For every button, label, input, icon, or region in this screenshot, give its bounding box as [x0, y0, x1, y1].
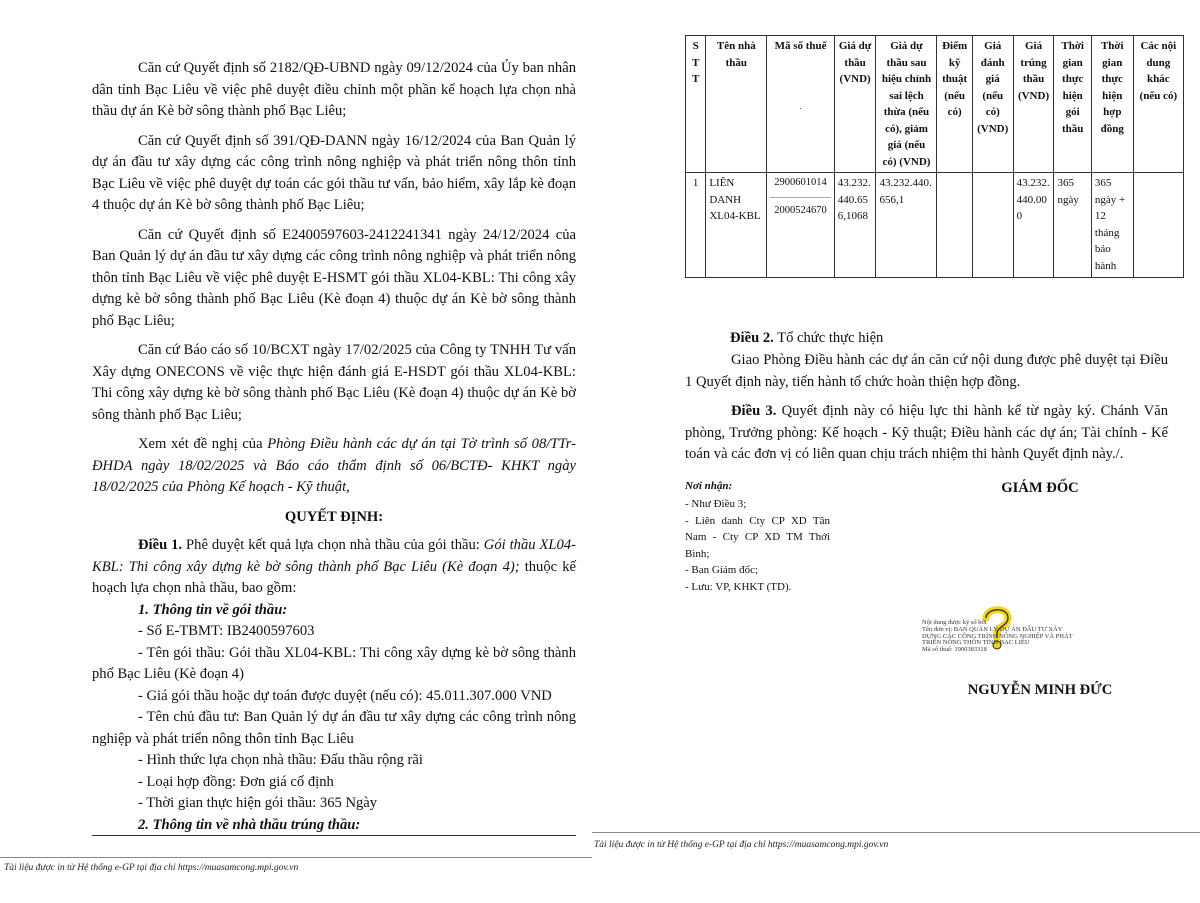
decision-heading: QUYẾT ĐỊNH:: [284, 508, 384, 525]
winning-bidder-table: [685, 35, 1184, 278]
article-2-title: Tổ chức thực hiện: [773, 330, 884, 346]
review-paragraph: [92, 434, 576, 499]
director-title: GIÁM ĐỐC: [1001, 480, 1079, 496]
article-3: [685, 401, 1168, 466]
recipient-item: - Như Điều 3;: [685, 498, 747, 510]
review-italic: Phòng Điều hành các dự án tại Tờ trình số 08/TTr-ĐHDA ngày 18/02/2025 và Báo cáo thẩm định số 06/BCTĐ- KHKT ngày 18/02/2025 của Phòng Kế hoạch - Kỹ thuật,: [92, 436, 576, 495]
tax-id-2: 2000524670: [774, 204, 827, 216]
article-2-label: Điều 2.: [730, 330, 774, 346]
article-2-block: [730, 328, 1168, 350]
article-2-text: Giao Phòng Điều hành các dự án căn cứ nội dung được phê duyệt tại Điều 1 Quyết định này, tiến hành tổ chức hoàn thiện hợp đồng.: [685, 352, 1168, 390]
article-1-text: Phê duyệt kết quả lựa chọn nhà thầu của gói thầu:: [182, 537, 484, 553]
recipient-item: - Liên danh Cty CP XD Tân Nam - Cty CP XD TM Thới Bình;: [685, 514, 830, 560]
section-1-title: 1. Thông tin về gói thầu:: [138, 601, 288, 618]
digital-signature-text: [922, 620, 1082, 654]
basis-paragraph-2: Căn cứ Quyết định số 391/QĐ-DANN ngày 16/12/2024 của Ban Quản lý dự án đầu tư xây dựng các công trình nông nghiệp và phát triển nông thôn tỉnh Bạc Liêu về việc phê duyệt dự toán các gói thầu tư vấn, bảo hiểm, xây lắp kè đoạn 4 thuộc dự án Kè bờ sông thành phố Bạc Liêu;: [92, 132, 576, 213]
item-contract-type: - Loại hợp đồng: Đơn giá cố định: [138, 773, 334, 790]
cell-win-price: 43.232.440.000: [1013, 173, 1054, 278]
table-row: [686, 173, 1184, 278]
recipients-title: Nơi nhận:: [685, 480, 733, 492]
article-1-italic: Gói thầu XL04-KBL: Thi công xây dựng kè bờ sông thành phố Bạc Liêu (Kè đoạn 4);: [92, 537, 576, 575]
col-contract-time: Thời gian thực hiện hợp đồng: [1091, 36, 1133, 173]
cell-tech-score: [937, 173, 972, 278]
recipient-item: - Lưu: VP, KHKT (TD).: [685, 580, 792, 593]
right-page: [594, 0, 1200, 903]
col-package-time: Thời gian thực hiện gói thầu: [1054, 36, 1091, 173]
cell-stt: 1: [686, 173, 706, 278]
item-etbmt: - Số E-TBMT: IB2400597603: [138, 623, 315, 639]
article-1-tail: thuộc kế hoạch lựa chọn nhà thầu, bao gồm:: [92, 558, 577, 596]
item-investor: - Tên chủ đầu tư: Ban Quản lý dự án đầu tư xây dựng các công trình nông nghiệp và phát triển nông thôn tỉnh Bạc Liêu: [92, 709, 576, 747]
table-header-row: [686, 36, 1184, 173]
col-tax-id: [767, 36, 834, 173]
item-duration: - Thời gian thực hiện gói thầu: 365 Ngày: [138, 795, 378, 811]
item-package-price: - Giá gói thầu hoặc dự toán được duyệt (nếu có): 45.011.307.000 VND: [138, 687, 552, 704]
cell-adjusted-price: 43.232.440.656,1: [876, 173, 937, 278]
left-body: [92, 58, 576, 836]
col-bidder-name: Tên nhà thầu: [706, 36, 767, 173]
signature-line: Nội dung được ký số bởi: [922, 619, 987, 626]
recipient-item: - Ban Giám đốc;: [685, 564, 759, 576]
left-footer-rule-2: [0, 857, 592, 858]
article-2-body: [685, 350, 1168, 393]
article-1-label: Điều 1.: [138, 537, 183, 553]
col-tax-id-label: Mã số thuế: [774, 40, 827, 52]
signer-name: NGUYỄN MINH ĐỨC: [967, 682, 1113, 698]
item-package-name: - Tên gói thầu: Gói thầu XL04-KBL: Thi công xây dựng kè bờ sông thành phố Bạc Liêu (Kè đoạn 4): [92, 644, 576, 682]
col-stt: S T T: [686, 36, 706, 173]
col-adjusted-price: Giá dự thầu sau hiệu chỉnh sai lệch thừa (nếu có), giảm giá (nếu có) (VND): [876, 36, 937, 173]
col-win-price: Giá trúng thầu (VND): [1013, 36, 1054, 173]
cell-bid-price: 43.232.440.656,1068: [834, 173, 876, 278]
item-selection-method: - Hình thức lựa chọn nhà thầu: Đấu thầu rộng rãi: [138, 752, 423, 768]
basis-paragraph-1: Căn cứ Quyết định số 2182/QĐ-UBND ngày 09/12/2024 của Ủy ban nhân dân tỉnh Bạc Liêu về việc phê duyệt điều chỉnh một phần kế hoạch lựa chọn nhà thầu dự án Kè bờ sông thành phố Bạc Liêu;: [92, 60, 576, 119]
right-footer-note: Tài liệu được in từ Hệ thống e-GP tại địa chỉ https://muasamcong.mpi.gov.vn: [594, 840, 889, 850]
review-prefix: Xem xét đề nghị của: [138, 436, 268, 452]
article-2-heading: [730, 328, 1168, 350]
article-3-text: Quyết định này có hiệu lực thi hành kể từ ngày ký. Chánh Văn phòng, Trưởng phòng: Kế hoạch - Kỹ thuật; Điều hành các dự án; Tài chính - Kế toán và các đơn vị có liên quan chịu trách nhiệm thi hành Quyết định này./.: [685, 403, 1168, 462]
article-1: [92, 535, 576, 600]
col-eval-price: Giá đánh giá (nếu có) (VND): [972, 36, 1013, 173]
tax-id-separator: [770, 197, 830, 198]
header-dot: .: [799, 101, 802, 111]
cell-contract-time: 365 ngày + 12 tháng bảo hành: [1091, 173, 1133, 278]
right-footer-rule: [592, 832, 1200, 833]
article-3-label: Điều 3.: [731, 403, 777, 419]
section-2-title: 2. Thông tin về nhà thầu trúng thầu:: [138, 816, 361, 833]
article-3-body: [685, 401, 1168, 466]
tax-id-1: 2900601014: [774, 177, 827, 188]
cell-eval-price: [972, 173, 1013, 278]
basis-paragraph-4: Căn cứ Báo cáo số 10/BCXT ngày 17/02/2025 của Công ty TNHH Tư vấn Xây dựng ONECONS về việc thực hiện đánh giá E-HSDT gói thầu XL04-KBL: Thi công xây dựng kè bờ sông thành phố Bạc Liêu (Kè đoạn 4) thuộc dự án Kè bờ sông thành phố Bạc Liêu;: [92, 342, 576, 423]
col-tech-score: Điểm kỹ thuật (nếu có): [937, 36, 972, 173]
cell-package-time: 365 ngày: [1054, 173, 1091, 278]
left-footer-note: Tài liệu được in từ Hệ thống e-GP tại địa chỉ https://muasamcong.mpi.gov.vn: [4, 863, 299, 873]
recipients-list: [685, 496, 830, 595]
cell-bidder-name: LIÊN DANH XL04-KBL: [706, 173, 767, 278]
basis-paragraph-3: Căn cứ Quyết định số E2400597603-2412241341 ngày 24/12/2024 của Ban Quản lý dự án đầu tư xây dựng các công trình nông nghiệp và phát triển nông thôn tỉnh Bạc Liêu về việc phê duyệt E-HSMT gói thầu XL04-KBL: Thi công xây dựng kè bờ sông thành phố Bạc Liêu (Kè đoạn 4) thuộc dự án Kè bờ sông thành phố Bạc Liêu;: [92, 226, 576, 329]
cell-tax-ids: [767, 173, 834, 278]
col-other: Các nội dung khác (nếu có): [1133, 36, 1183, 173]
left-footer-rule: [92, 835, 576, 836]
signature-line: Tên đơn vị: BAN QUẢN LÝ DỰ ÁN ĐẦU TƯ XÂY DỰNG CÁC CÔNG TRÌNH NÔNG NGHIỆP VÀ PHÁT TRIỂN NÔNG THÔN TỈNH BẠC LIÊU: [922, 625, 1073, 647]
signature-line: Mã số thuế: 1900383318: [922, 646, 987, 654]
col-bid-price: Giá dự thầu (VND): [834, 36, 876, 173]
cell-other: [1133, 173, 1183, 278]
